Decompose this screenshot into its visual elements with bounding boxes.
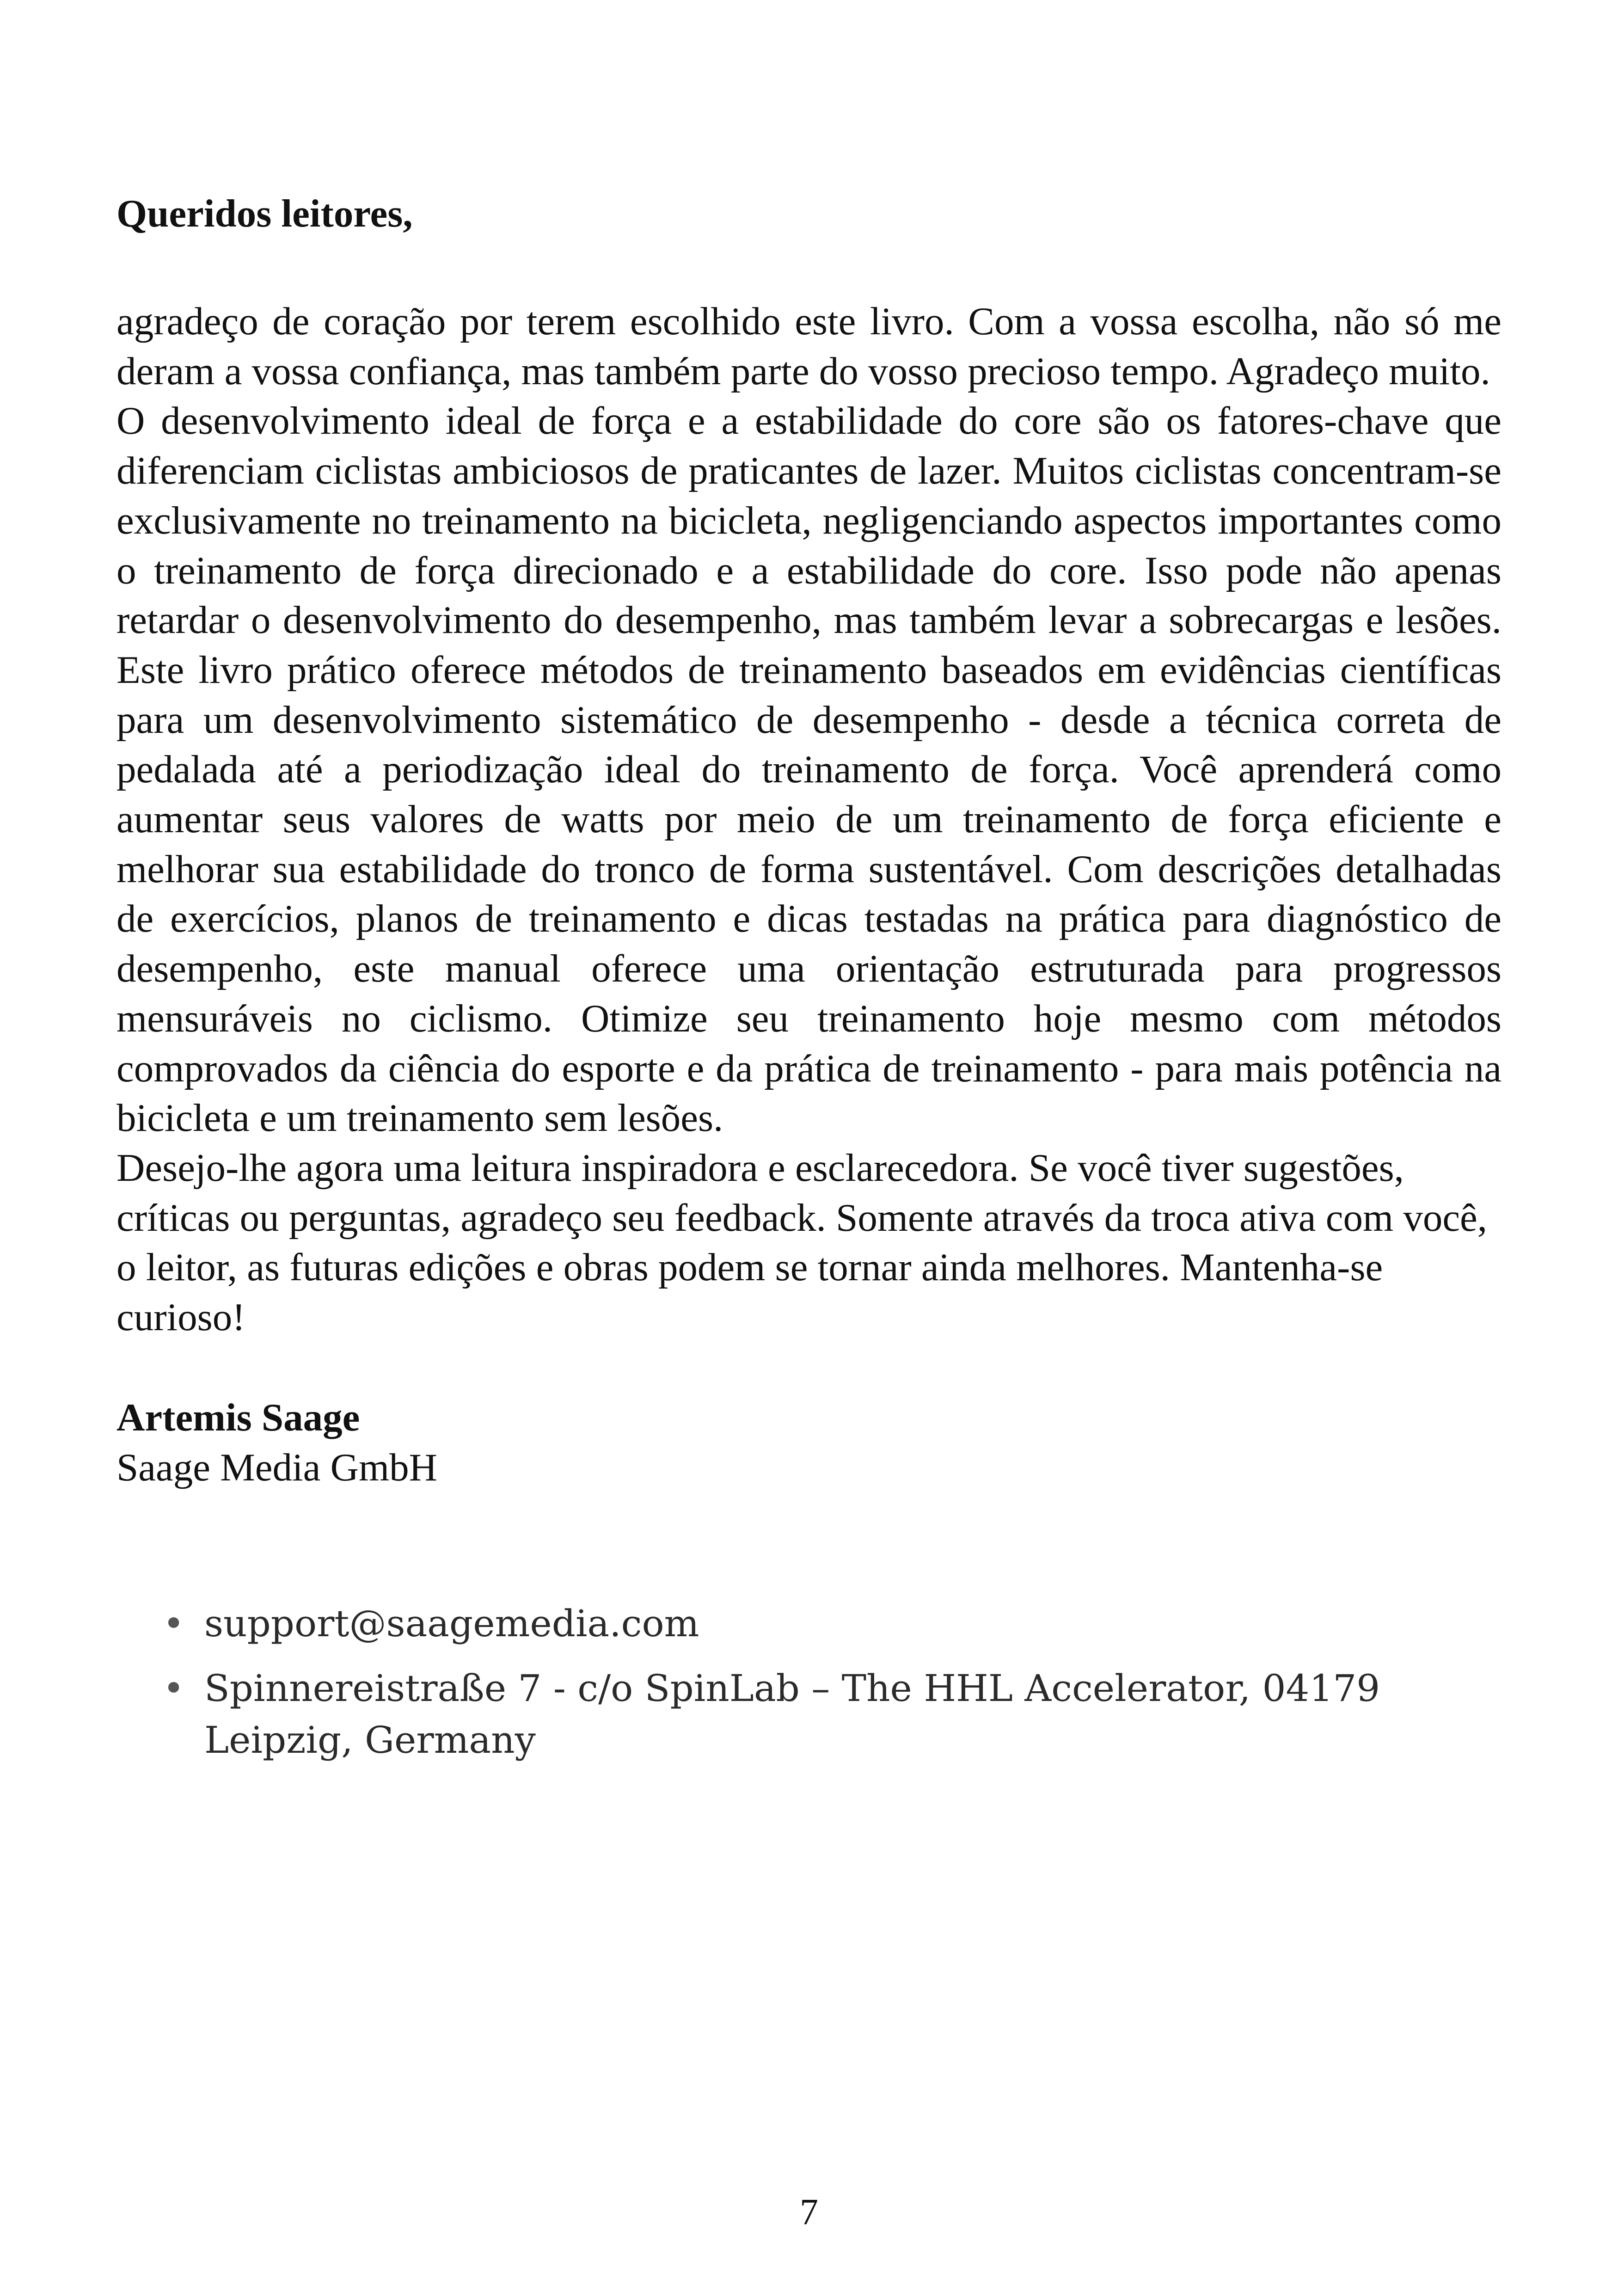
contact-address — [116, 1663, 1502, 1766]
contact-list — [116, 1598, 1502, 1766]
bullet-icon: • — [163, 1666, 185, 1710]
email-text: support@saagemedia.com — [204, 1602, 699, 1645]
salutation-heading: Queridos leitores, — [116, 192, 413, 235]
page-number: 7 — [800, 2192, 818, 2233]
company-name: Saage Media GmbH — [116, 1445, 437, 1489]
letter-body — [116, 297, 1502, 1343]
paragraph-closing: Desejo-lhe agora uma leitura inspiradora e esclarecedora. Se você tiver sugestões, críticas ou perguntas, agradeço seu feedback. Somente através da troca ativa com você, o leitor, as futuras edições e obras podem se tornar ainda melhores. Mantenha-se curioso! — [116, 1146, 1488, 1339]
address-text: Spinnereistraße 7 - c/o SpinLab – The HHL Accelerator, 04179 Leipzig, Germany — [204, 1666, 1380, 1762]
contact-email — [116, 1598, 1502, 1650]
signature-block — [116, 1393, 1502, 1492]
author-name: Artemis Saage — [116, 1395, 360, 1439]
paragraph-book-description: O desenvolvimento ideal de força e a estabilidade do core são os fatores-chave que diferenciam ciclistas ambiciosos de praticantes de lazer. Muitos ciclistas concentram-se exclusivamente no treinamento na bicicleta, negligenciando aspectos importantes como o treinamento de força direcionado e a estabilidade do core. Isso pode não apenas retardar o desenvolvimento do desempenho, mas também levar a sobrecargas e lesões. Este livro prático oferece métodos de treinamento baseados em evidências científicas para um desenvolvimento sistemático de desempenho - desde a técnica correta de pedalada até a periodização ideal do treinamento de força. Você aprenderá como aumentar seus valores de watts por meio de um treinamento de força eficiente e melhorar sua estabilidade do tronco de forma sustentável. Com descrições detalhadas de exercícios, planos de treinamento e dicas testadas na prática para diagnóstico de desempenho, este manual oferece uma orientação estruturada para progressos mensuráveis no ciclismo. Otimize seu treinamento hoje mesmo com métodos comprovados da ciência do esporte e da prática de treinamento - para mais potência na bicicleta e um treinamento sem lesões. — [116, 399, 1502, 1140]
bullet-icon: • — [163, 1602, 185, 1645]
paragraph-thanks: agradeço de coração por terem escolhido este livro. Com a vossa escolha, não só me deram a vossa confiança, mas também parte do vosso precioso tempo. Agradeço muito. — [116, 300, 1502, 393]
